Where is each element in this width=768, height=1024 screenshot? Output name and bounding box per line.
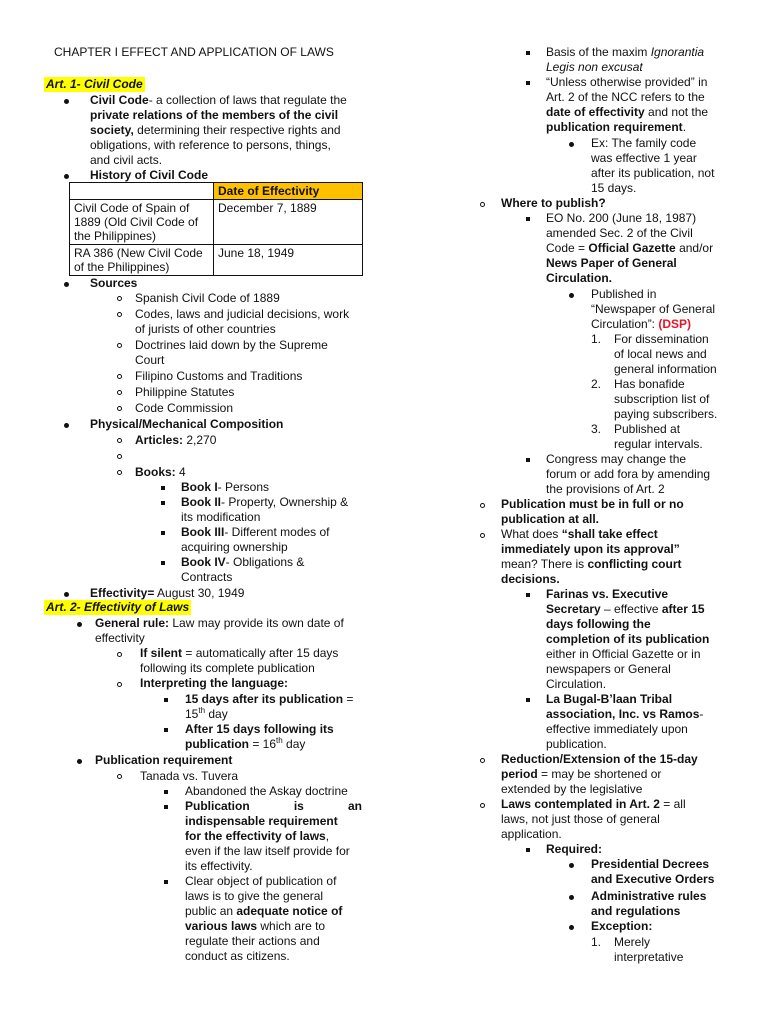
list-item: of jurists of other countries — [135, 322, 276, 336]
after-publication-value: 15th day — [185, 706, 228, 721]
table-header-cell: Date of Effectivity — [214, 183, 363, 200]
list-item: Codes, laws and judicial decisions, work — [135, 307, 350, 321]
example-line: 15 days. — [591, 181, 637, 195]
bullet-circle — [117, 438, 122, 443]
book-item: acquiring ownership — [181, 540, 288, 554]
bugal-line: La Bugal-B’laan Tribal — [546, 692, 673, 706]
art2-heading: Art. 2- Effectivity of Laws — [46, 600, 190, 614]
required-item: Administrative rules — [591, 889, 707, 903]
indispensable-line: for the effectivity of laws, — [185, 829, 330, 843]
bullet-square — [526, 593, 530, 597]
bullet-circle — [117, 652, 122, 657]
reduction-line: Reduction/Extension of the 15-day — [501, 752, 698, 766]
laws-contemplated: laws, not just those of general — [501, 812, 660, 826]
table-row — [70, 245, 363, 276]
indispensable-line: its effectivity. — [185, 859, 253, 873]
bullet-square — [526, 81, 530, 85]
eo-line: EO No. 200 (June 18, 1987) — [546, 211, 697, 225]
farinas-line: Circulation. — [546, 677, 607, 691]
bullet-circle — [480, 503, 485, 508]
list-item: Filipino Customs and Traditions — [135, 369, 303, 383]
farinas-line: Secretary – effective after 15 — [546, 602, 705, 616]
bullet-dot — [569, 142, 574, 147]
if-silent: If silent = automatically after 15 days — [140, 646, 339, 660]
art1-heading: Art. 1- Civil Code — [46, 77, 143, 91]
unless-provided: Art. 2 of the NCC refers to the — [546, 90, 705, 104]
interpreting-label: Interpreting the language: — [140, 676, 289, 690]
bullet-circle — [480, 533, 485, 538]
exception-item: interpretative — [614, 950, 684, 964]
bullet-square — [526, 458, 530, 462]
bullet-dot — [64, 99, 69, 104]
list-item: Doctrines laid down by the Supreme — [135, 338, 328, 352]
dsp-line: Has bonafide — [614, 377, 685, 391]
what-does: immediately upon its approval” — [501, 542, 680, 556]
where-to-publish: Where to publish? — [501, 196, 606, 210]
articles-count: Articles: 2,270 — [135, 433, 217, 447]
publication-requirement: Publication requirement — [95, 753, 233, 767]
table-row — [70, 183, 363, 200]
bullet-dot — [569, 895, 574, 900]
civil-code-line: and civil acts. — [90, 153, 163, 167]
basis-maxim-cont: Legis non excusat — [546, 60, 643, 74]
eo-line: News Paper of General — [546, 256, 677, 270]
civil-code-line: private relations of the members of the civil — [90, 108, 339, 122]
physical-label: Physical/Mechanical Composition — [90, 417, 284, 431]
eo-line: Circulation. — [546, 271, 613, 285]
bullet-square — [164, 728, 168, 732]
bullet-square — [164, 805, 168, 809]
dsp-number: 1. — [591, 332, 602, 346]
published-in: “Newspaper of General — [591, 302, 716, 316]
book-item: Book II- Property, Ownership & — [181, 495, 349, 509]
exception-number: 1. — [591, 935, 602, 949]
list-item: Code Commission — [135, 401, 234, 415]
clear-object-line: various laws which are to — [185, 919, 326, 933]
clear-object-line: regulate their actions and — [185, 934, 320, 948]
eo-line: Code = Official Gazette and/or — [546, 241, 714, 255]
bullet-circle — [117, 343, 122, 348]
bullet-circle — [117, 470, 122, 475]
bullet-square — [526, 698, 530, 702]
indispensable-line: Publication is an — [185, 799, 362, 813]
indispensable-line: even if the law itself provide for — [185, 844, 350, 858]
books-count: Books: 4 — [135, 465, 186, 479]
bullet-circle — [117, 774, 122, 779]
table-row — [70, 200, 363, 245]
chapter-title: CHAPTER I EFFECT AND APPLICATION OF LAWS — [54, 45, 334, 59]
bullet-square — [161, 486, 165, 490]
basis-maxim: Basis of the maxim Ignorantia — [546, 45, 705, 59]
after-publication: 15 days after its publication = — [185, 692, 354, 706]
farinas-line: Farinas vs. Executive — [546, 587, 669, 601]
reduction-line: period = may be shortened or — [501, 767, 662, 781]
bullet-square — [161, 561, 165, 565]
tanada-case: Tanada vs. Tuvera — [140, 769, 239, 783]
following-publication: After 15 days following its — [185, 722, 334, 736]
bugal-line: publication. — [546, 737, 607, 751]
indispensable-line: indispensable requirement — [185, 814, 338, 828]
following-publication-value: publication = 16th day — [185, 736, 306, 751]
bullet-circle — [480, 803, 485, 808]
book-item: Book IV- Obligations & — [181, 555, 305, 569]
required-label: Required: — [546, 842, 603, 856]
dsp-line: subscription list of — [614, 392, 710, 406]
what-does: mean? There is conflicting court — [501, 557, 682, 571]
clear-object-line: conduct as citizens. — [185, 949, 290, 963]
congress-line: Congress may change the — [546, 452, 687, 466]
bullet-square — [526, 848, 530, 852]
published-in: Published in — [591, 287, 657, 301]
list-item: Philippine Statutes — [135, 385, 235, 399]
example-line: after its publication, not — [591, 166, 715, 180]
dsp-line: regular intervals. — [614, 437, 703, 451]
bullet-circle — [117, 406, 122, 411]
farinas-line: days following the — [546, 617, 651, 631]
book-item: Book III- Different modes of — [181, 525, 330, 539]
bullet-dot — [64, 592, 69, 597]
dsp-line: paying subscribers. — [614, 407, 718, 421]
bullet-circle — [480, 758, 485, 763]
laws-contemplated: application. — [501, 827, 562, 841]
farinas-line: completion of its publication — [546, 632, 710, 646]
bullet-circle — [117, 454, 122, 459]
bullet-dot — [569, 863, 574, 868]
bullet-dot — [569, 293, 574, 298]
laws-contemplated: Laws contemplated in Art. 2 = all — [501, 797, 686, 811]
if-silent-cont: following its complete publication — [140, 661, 315, 675]
bullet-square — [164, 880, 168, 884]
what-does: What does “shall take effect — [501, 527, 658, 541]
dsp-line: general information — [614, 362, 717, 376]
civil-code-line: obligations, with reference to persons, things, — [90, 138, 331, 152]
clear-object-line: public an adequate notice of — [185, 904, 343, 918]
history-table — [69, 182, 363, 276]
congress-line: the provisions of Art. 2 — [546, 482, 665, 496]
exception-label: Exception: — [591, 919, 653, 933]
bullet-dot — [64, 174, 69, 179]
bugal-line: association, Inc. vs Ramos- — [546, 707, 704, 721]
dsp-number: 3. — [591, 422, 602, 436]
unless-provided: “Unless otherwise provided” in — [546, 75, 708, 89]
book-item: Contracts — [181, 570, 233, 584]
bullet-circle — [117, 390, 122, 395]
bullet-dot — [64, 282, 69, 287]
abandoned-doctrine: Abandoned the Askay doctrine — [185, 784, 348, 798]
table-cell: Civil Code of Spain of 1889 (Old Civil Code of the Philippines) — [70, 200, 214, 245]
bullet-dot — [77, 759, 82, 764]
book-item: Book I- Persons — [181, 480, 270, 494]
table-cell: June 18, 1949 — [214, 245, 363, 276]
example-line: was effective 1 year — [591, 151, 697, 165]
sources-label: Sources — [90, 276, 138, 290]
published-in: Circulation”: (DSP) — [591, 317, 692, 331]
general-rule: General rule: Law may provide its own date of — [95, 616, 344, 630]
clear-object-line: Clear object of publication of — [185, 874, 337, 888]
bullet-square — [526, 51, 530, 55]
bullet-dot — [569, 925, 574, 930]
dsp-line: Published at — [614, 422, 681, 436]
bullet-square — [526, 217, 530, 221]
congress-line: forum or add fora by amending — [546, 467, 711, 481]
what-does: decisions. — [501, 572, 560, 586]
bullet-square — [164, 790, 168, 794]
exception-item: Merely — [614, 935, 651, 949]
bullet-square — [161, 531, 165, 535]
bullet-square — [161, 501, 165, 505]
bullet-circle — [117, 296, 122, 301]
bullet-dot — [77, 622, 82, 627]
unless-provided: date of effectivity and not the — [546, 105, 709, 119]
effectivity: Effectivity= August 30, 1949 — [90, 586, 245, 600]
bugal-line: effective immediately upon — [546, 722, 688, 736]
list-item: Court — [135, 353, 165, 367]
dsp-line: For dissemination — [614, 332, 709, 346]
required-item: and Executive Orders — [591, 872, 715, 886]
full-publication: Publication must be in full or no — [501, 497, 684, 511]
clear-object-line: laws is to give the general — [185, 889, 324, 903]
history-label: History of Civil Code — [90, 168, 209, 182]
list-item: Spanish Civil Code of 1889 — [135, 291, 280, 305]
civil-code-line: society, determining their respective rights and — [90, 123, 341, 137]
bullet-dot — [64, 423, 69, 428]
general-rule-cont: effectivity — [95, 631, 145, 645]
bullet-circle — [480, 202, 485, 207]
dsp-line: of local news and — [614, 347, 707, 361]
example-line: Ex: The family code — [591, 136, 697, 150]
farinas-line: either in Official Gazette or in — [546, 647, 701, 661]
book-item: its modification — [181, 510, 261, 524]
bullet-circle — [117, 374, 122, 379]
table-cell: December 7, 1889 — [214, 200, 363, 245]
eo-line: amended Sec. 2 of the Civil — [546, 226, 693, 240]
bullet-square — [164, 698, 168, 702]
bullet-circle — [117, 312, 122, 317]
civil-code-definition: Civil Code- a collection of laws that regulate the — [90, 93, 347, 107]
table-cell: RA 386 (New Civil Code of the Philippines) — [70, 245, 214, 276]
farinas-line: newspapers or General — [546, 662, 671, 676]
table-cell — [70, 183, 214, 200]
full-publication: publication at all. — [501, 512, 600, 526]
reduction-line: extended by the legislative — [501, 782, 643, 796]
unless-provided: publication requirement. — [546, 120, 687, 134]
bullet-circle — [117, 682, 122, 687]
required-item: and regulations — [591, 904, 681, 918]
dsp-number: 2. — [591, 377, 602, 391]
required-item: Presidential Decrees — [591, 857, 710, 871]
